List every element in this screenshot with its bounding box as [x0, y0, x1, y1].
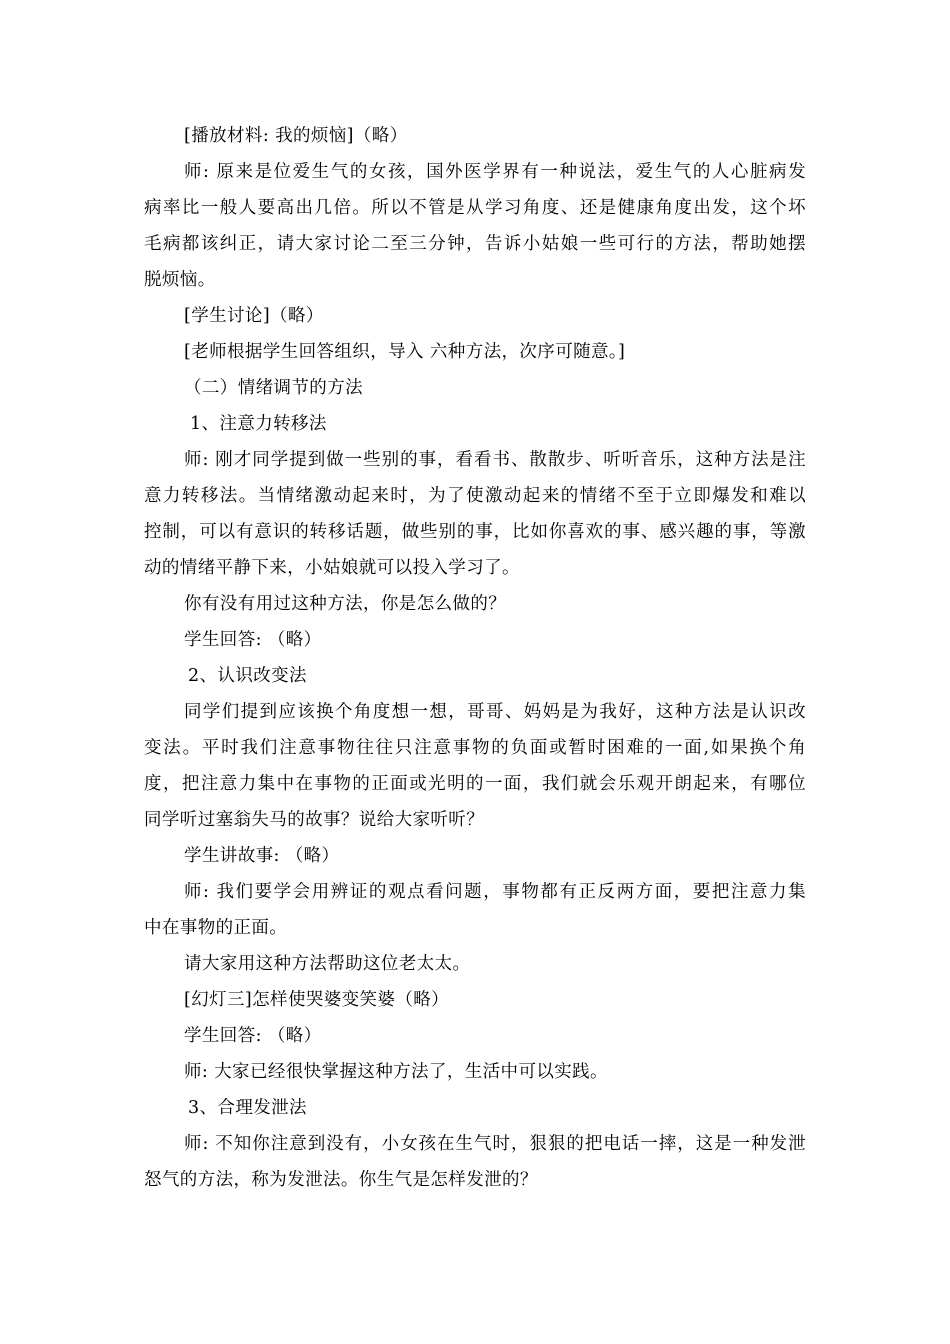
text-line-material: [播放材料: 我的烦恼]（略）: [184, 126, 408, 146]
text-line: 你有没有用过这种方法，你是怎么做的？: [184, 594, 507, 614]
text-line: 学生讲故事: （略）: [184, 846, 340, 866]
text-line: 请大家用这种方法帮助这位老太太。: [184, 954, 471, 974]
text-line: 同学们提到应该换个角度想一想，哥哥、妈妈是为我好，这种方法是认识改: [184, 702, 806, 722]
text-line-discussion: [学生讨论]（略）: [184, 306, 324, 326]
text-line: 动的情绪平静下来，小姑娘就可以投入学习了。: [144, 558, 520, 578]
text-line: 师: 不知你注意到没有，小女孩在生气时，狠狠的把电话一摔，这是一种发泄: [184, 1134, 806, 1154]
text-line: 师: 原来是位爱生气的女孩，国外医学界有一种说法，爱生气的人心脏病发: [184, 162, 806, 182]
text-line-teacher-note: [老师根据学生回答组织，导入 六种方法，次序可随意。]: [184, 342, 626, 362]
text-line: 病率比一般人要高出几倍。所以不管是从学习角度、还是健康角度出发，这个坏: [144, 198, 806, 218]
text-line: 变法。平时我们注意事物往往只注意事物的负面或暂时困难的一面,如果换个角: [144, 738, 806, 758]
text-line: 意力转移法。当情绪激动起来时，为了使激动起来的情绪不至于立即爆发和难以: [144, 486, 806, 506]
text-line: 脱烦恼。: [144, 270, 216, 290]
text-line: 师: 我们要学会用辨证的观点看问题，事物都有正反两方面，要把注意力集: [184, 882, 806, 902]
text-line: 度，把注意力集中在事物的正面或光明的一面，我们就会乐观开朗起来，有哪位: [144, 774, 806, 794]
text-line: 师: 大家已经很快掌握这种方法了，生活中可以实践。: [184, 1062, 608, 1082]
text-line: 怒气的方法，称为发泄法。你生气是怎样发泄的？: [144, 1170, 538, 1190]
text-line: 师: 刚才同学提到做一些别的事，看看书、散散步、听听音乐，这种方法是注: [184, 450, 806, 470]
text-line: 同学听过塞翁失马的故事？说给大家听听？: [144, 810, 485, 830]
text-line-slide: [幻灯三]怎样使哭婆变笑婆（略）: [184, 990, 450, 1010]
text-line: 学生回答: （略）: [184, 1026, 322, 1046]
text-line: 控制，可以有意识的转移话题，做些别的事，比如你喜欢的事、感兴趣的事，等激: [144, 522, 806, 542]
method-heading-3: 3、合理发泄法: [188, 1098, 307, 1118]
method-heading-1: 1、注意力转移法: [190, 414, 327, 434]
text-line: 中在事物的正面。: [144, 918, 288, 938]
text-line: 学生回答: （略）: [184, 630, 322, 650]
text-line: 毛病都该纠正，请大家讨论二至三分钟，告诉小姑娘一些可行的方法，帮助她摆: [144, 234, 806, 254]
method-heading-2: 2、认识改变法: [188, 666, 307, 686]
section-heading: （二）情绪调节的方法: [184, 378, 363, 398]
